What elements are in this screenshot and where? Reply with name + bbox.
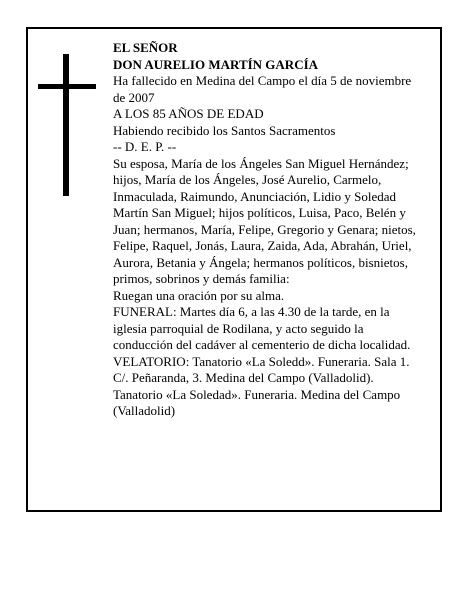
wake-details: VELATORIO: Tanatorio «La Soledd». Funeraria. Sala 1. C/. Peñaranda, 3. Medina del Campo (Valladolid). Tanatorio «La Soledad». Funeraria. Medina del Campo (Valladolid): [113, 353, 410, 418]
family-list: Su esposa, María de los Ángeles San Miguel Hernández; hijos, María de los Ángeles, José Aurelio, Carmelo, Inmaculada, Raimundo, Anunciación, Lidio y Soledad Martín San Miguel; hijos políticos, Luisa, Paco, Belén y Juan; hermanos, María, Felipe, Gregorio y Genara; nietos, Felipe, Raquel, Jonás, Laura, Zaida, Ada, Abrahán, Uriel, Aurora, Betania y Ángela; hermanos políticos, bisnietos, primos, sobrinos y demás familia:: [113, 155, 416, 286]
notice-title: EL SEÑOR: [113, 40, 178, 55]
sacraments-statement: Habiendo recibido los Santos Sacramentos: [113, 122, 336, 138]
cross-icon: [38, 54, 96, 196]
deceased-name: DON AURELIO MARTÍN GARCÍA: [113, 56, 319, 72]
death-statement: Ha fallecido en Medina del Campo el día 5 de noviembre de 2007: [113, 73, 412, 105]
age-statement: A LOS 85 AÑOS DE EDAD: [113, 106, 264, 121]
cross-horizontal-bar: [38, 84, 96, 89]
funeral-details: FUNERAL: Martes día 6, a las 4.30 de la tarde, en la iglesia parroquial de Rodilana, y acto seguido la conducción del cadáver al cementerio de dicha localidad.: [113, 304, 411, 352]
prayer-request: Ruegan una oración por su alma.: [113, 287, 285, 303]
obituary-text: [113, 40, 423, 420]
rip-line: -- D. E. P. --: [113, 139, 177, 154]
cross-vertical-bar: [63, 54, 69, 196]
